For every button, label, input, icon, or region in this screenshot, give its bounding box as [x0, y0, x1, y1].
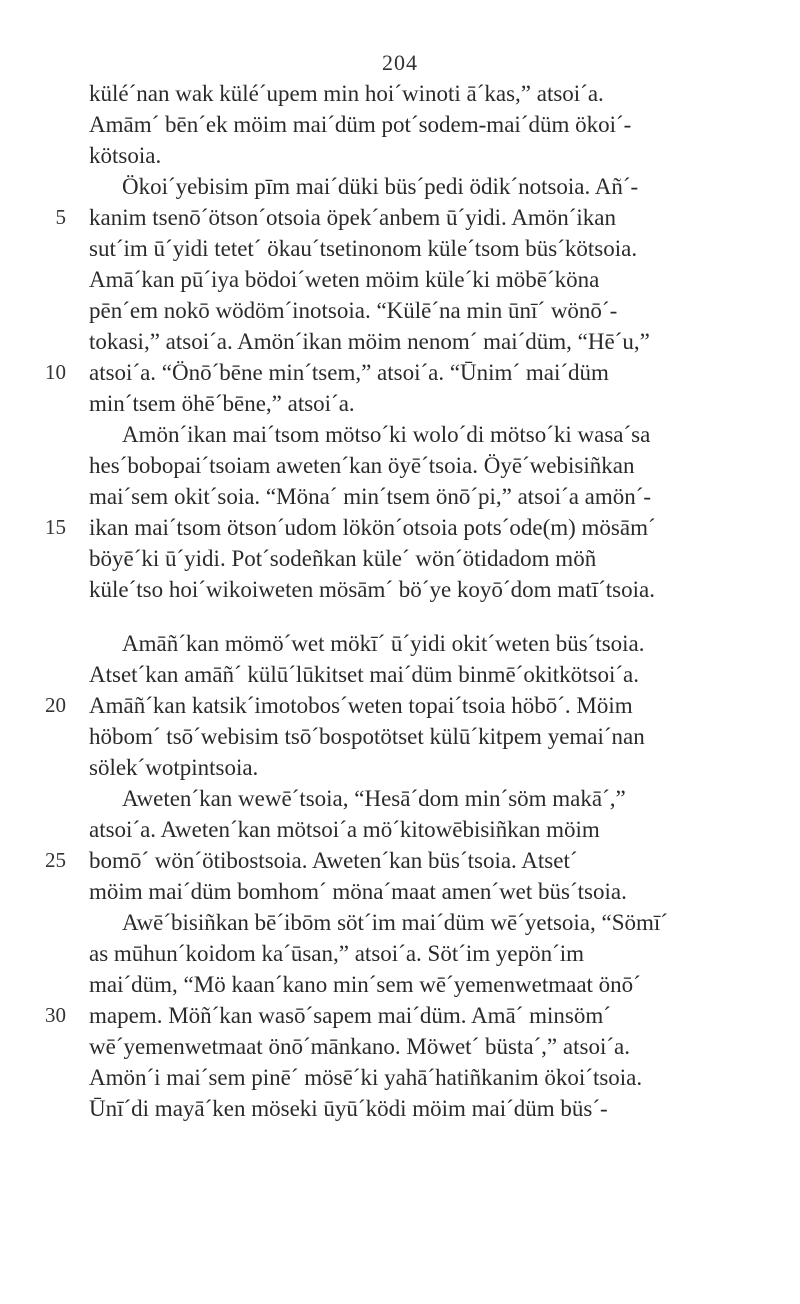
line-text: Amā´kan pū´iya bödoi´weten möim küle´ki möbē´köna [89, 267, 600, 292]
line-text: min´tsem öhē´bēne,” atsoi´a. [89, 391, 355, 416]
line-text: Ökoi´yebisim pīm mai´düki büs´pedi ödik´notsoia. Añ´- [122, 174, 639, 199]
line-text: mapem. Möñ´kan wasō´sapem mai´düm. Amā´ minsöm´ [89, 1003, 611, 1028]
line-text: Awē´bisiñkan bē´ibōm söt´im mai´düm wē´yetsoia, “Sömī´ [122, 910, 668, 935]
line-text: möim mai´düm bomhom´ möna´maat amen´wet büs´tsoia. [89, 879, 627, 904]
text-line [0, 543, 800, 574]
line-text: bomō´ wön´ötibostsoia. Aweten´kan büs´tsoia. Atset´ [89, 848, 578, 873]
text-line [0, 171, 800, 202]
text-line [0, 233, 800, 264]
text-line [0, 1031, 800, 1062]
line-number: 15 [45, 515, 66, 539]
line-number: 10 [45, 360, 66, 384]
line-text: mai´sem okit´soia. “Möna´ min´tsem önō´pi,” atsoi´a amön´- [89, 484, 652, 509]
line-text: kötsoia. [89, 143, 162, 168]
text-line [0, 690, 800, 721]
text-line [0, 450, 800, 481]
line-text: kanim tsenō´ötson´otsoia öpek´anbem ū´yidi. Amön´ikan [89, 205, 616, 230]
text-line [0, 388, 800, 419]
line-text: atsoi´a. Aweten´kan mötsoi´a mö´kitowēbisiñkan möim [89, 817, 600, 842]
line-text: mai´düm, “Mö kaan´kano min´sem wē´yemenwetmaat önō´ [89, 972, 641, 997]
text-line [0, 907, 800, 938]
text-body [0, 78, 800, 1124]
text-line [0, 876, 800, 907]
line-text: pēn´em nokō wödöm´inotsoia. “Külē´na min ūnī´ wönō´- [89, 298, 618, 323]
text-line [0, 1062, 800, 1093]
text-line [0, 969, 800, 1000]
text-line [0, 264, 800, 295]
line-text: Atset´kan amāñ´ külū´lūkitset mai´düm binmē´okitkötsoi´a. [89, 662, 639, 687]
line-text: Amön´ikan mai´tsom mötso´ki wolo´di mötso´ki wasa´sa [122, 422, 651, 447]
line-number: 25 [45, 848, 66, 872]
line-text: tokasi,” atsoi´a. Amön´ikan möim nenom´ mai´düm, “Hē´u,” [89, 329, 650, 354]
text-line [0, 814, 800, 845]
line-text: Ūnī´di mayā´ken möseki ūyū´ködi möim mai´düm büs´- [89, 1096, 608, 1121]
line-text: Amāñ´kan mömö´wet mökī´ ū´yidi okit´weten büs´tsoia. [122, 631, 645, 656]
line-number: 20 [45, 693, 66, 717]
text-line [0, 845, 800, 876]
line-text: Amām´ bēn´ek möim mai´düm pot´sodem-mai´düm ökoi´- [89, 112, 632, 137]
line-text: Aweten´kan wewē´tsoia, “Hesā´dom min´söm makā´,” [122, 786, 626, 811]
text-line [0, 357, 800, 388]
text-line [0, 512, 800, 543]
text-line [0, 721, 800, 752]
line-text: sölek´wotpintsoia. [89, 755, 259, 780]
line-text: sut´im ū´yidi tetet´ ökau´tsetinonom küle´tsom büs´kötsoia. [89, 236, 638, 261]
text-line [0, 78, 800, 109]
text-line [0, 109, 800, 140]
line-number: 5 [55, 205, 66, 229]
text-line [0, 574, 800, 605]
line-text: böyē´ki ū´yidi. Pot´sodeñkan küle´ wön´ötidadom möñ [89, 546, 597, 571]
line-text: külé´nan wak külé´upem min hoi´winoti ā´kas,” atsoi´a. [89, 81, 604, 106]
text-line [0, 1000, 800, 1031]
text-line [0, 295, 800, 326]
text-line [0, 481, 800, 512]
line-text: Amāñ´kan katsik´imotobos´weten topai´tsoia höbō´. Möim [89, 693, 633, 718]
line-text: wē´yemenwetmaat önō´mānkano. Möwet´ büsta´,” atsoi´a. [89, 1034, 630, 1059]
text-line [0, 783, 800, 814]
page-number: 204 [382, 50, 418, 75]
text-line [0, 326, 800, 357]
line-text: as mūhun´koidom ka´ūsan,” atsoi´a. Söt´im yepön´im [89, 941, 585, 966]
line-number: 30 [45, 1003, 66, 1027]
text-line [0, 1093, 800, 1124]
text-line [0, 938, 800, 969]
text-line [0, 659, 800, 690]
line-text: ikan mai´tsom ötson´udom lökön´otsoia pots´ode(m) mösām´ [89, 515, 656, 540]
text-line [0, 202, 800, 233]
line-text: höbom´ tsō´webisim tsō´bospotötset külū´kitpem yemai´nan [89, 724, 645, 749]
line-text: atsoi´a. “Önō´bēne min´tsem,” atsoi´a. “Ūnim´ mai´düm [89, 360, 609, 385]
line-text: küle´tso hoi´wikoiweten mösām´ bö´ye koyō´dom matī´tsoia. [89, 577, 655, 602]
text-line [0, 419, 800, 450]
line-text: hes´bobopai´tsoiam aweten´kan öyē´tsoia. Öyē´webisiñkan [89, 453, 635, 478]
text-line [0, 628, 800, 659]
text-line [0, 752, 800, 783]
text-line [0, 140, 800, 171]
line-text: Amön´i mai´sem pinē´ mösē´ki yahā´hatiñkanim ökoi´tsoia. [89, 1065, 643, 1090]
